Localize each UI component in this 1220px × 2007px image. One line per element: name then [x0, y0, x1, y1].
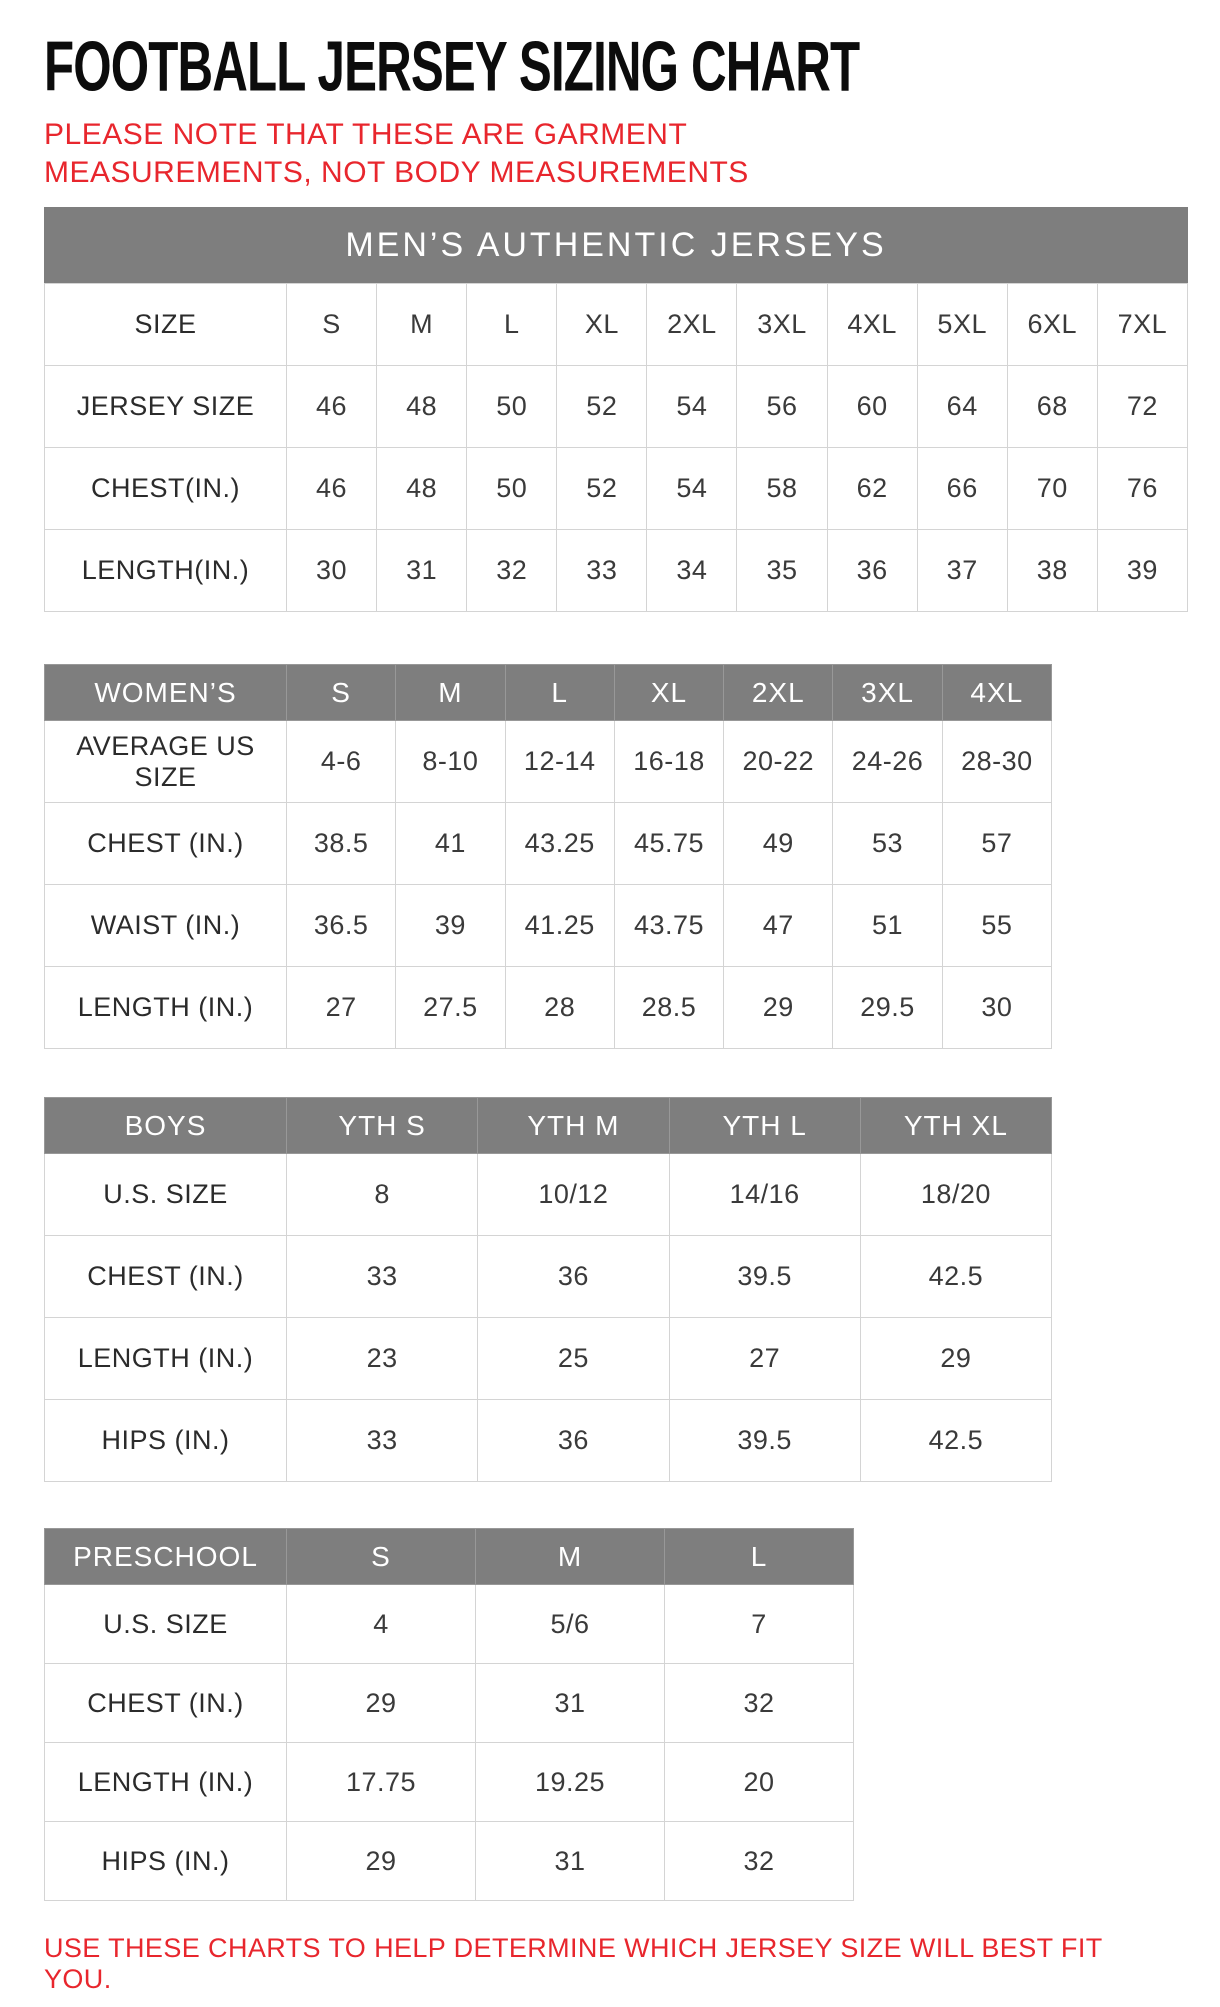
cell-value: 27.5: [396, 967, 505, 1049]
cell-value: 28.5: [614, 967, 723, 1049]
cell-value: 32: [665, 1822, 854, 1901]
row-label: SIZE: [45, 284, 287, 366]
cell-value: 58: [737, 448, 827, 530]
cell-value: 24-26: [833, 721, 942, 803]
womens-row: [45, 885, 1052, 967]
cell-value: 52: [557, 366, 647, 448]
cell-value: 52: [557, 448, 647, 530]
row-label: CHEST (IN.): [45, 1236, 287, 1318]
womens-table: [44, 664, 1052, 1049]
cell-value: 14/16: [669, 1154, 860, 1236]
boys-table: [44, 1097, 1052, 1482]
cell-value: 39: [1097, 530, 1187, 612]
cell-value: 25: [478, 1318, 669, 1400]
cell-value: 8: [287, 1154, 478, 1236]
preschool-row: [45, 1822, 854, 1901]
preschool-size-header: L: [665, 1529, 854, 1585]
cell-value: XL: [557, 284, 647, 366]
cell-value: 5/6: [476, 1585, 665, 1664]
row-label: U.S. SIZE: [45, 1154, 287, 1236]
cell-value: 53: [833, 803, 942, 885]
cell-value: 51: [833, 885, 942, 967]
mens-row: [45, 448, 1188, 530]
womens-size-header: 2XL: [724, 665, 833, 721]
cell-value: 41: [396, 803, 505, 885]
mens-row: [45, 284, 1188, 366]
cell-value: 54: [647, 366, 737, 448]
cell-value: 37: [917, 530, 1007, 612]
preschool-size-header: S: [287, 1529, 476, 1585]
garment-measurements-note: PLEASE NOTE THAT THESE ARE GARMENT MEASUREMENTS, NOT BODY MEASUREMENTS: [44, 118, 749, 189]
footer-note: USE THESE CHARTS TO HELP DETERMINE WHICH JERSEY SIZE WILL BEST FIT YOU.: [44, 1933, 1103, 1994]
cell-value: 62: [827, 448, 917, 530]
cell-value: 38.5: [287, 803, 396, 885]
cell-value: 36.5: [287, 885, 396, 967]
mens-row: [45, 366, 1188, 448]
cell-value: 29: [287, 1664, 476, 1743]
cell-value: 39.5: [669, 1236, 860, 1318]
cell-value: 60: [827, 366, 917, 448]
boys-row: [45, 1318, 1052, 1400]
preschool-table: [44, 1528, 854, 1901]
cell-value: 46: [287, 366, 377, 448]
cell-value: 4XL: [827, 284, 917, 366]
cell-value: 33: [287, 1236, 478, 1318]
row-label: LENGTH (IN.): [45, 1743, 287, 1822]
preschool-header-label: PRESCHOOL: [45, 1529, 287, 1585]
cell-value: 30: [287, 530, 377, 612]
cell-value: 2XL: [647, 284, 737, 366]
cell-value: 20: [665, 1743, 854, 1822]
preschool-row: [45, 1743, 854, 1822]
cell-value: 70: [1007, 448, 1097, 530]
cell-value: 43.75: [614, 885, 723, 967]
cell-value: 32: [467, 530, 557, 612]
cell-value: 17.75: [287, 1743, 476, 1822]
womens-size-header: S: [287, 665, 396, 721]
row-label: WAIST (IN.): [45, 885, 287, 967]
womens-header-label: WOMEN’S: [45, 665, 287, 721]
cell-value: 28: [505, 967, 614, 1049]
cell-value: 57: [942, 803, 1051, 885]
cell-value: 34: [647, 530, 737, 612]
cell-value: 7XL: [1097, 284, 1187, 366]
cell-value: 29.5: [833, 967, 942, 1049]
cell-value: 43.25: [505, 803, 614, 885]
row-label: U.S. SIZE: [45, 1585, 287, 1664]
row-label: CHEST (IN.): [45, 803, 287, 885]
row-label: HIPS (IN.): [45, 1400, 287, 1482]
cell-value: 32: [665, 1664, 854, 1743]
cell-value: 36: [478, 1236, 669, 1318]
womens-jerseys-section: [44, 664, 1176, 1049]
cell-value: 36: [478, 1400, 669, 1482]
cell-value: 39: [396, 885, 505, 967]
cell-value: 33: [287, 1400, 478, 1482]
cell-value: 54: [647, 448, 737, 530]
womens-size-header: M: [396, 665, 505, 721]
row-label: LENGTH(IN.): [45, 530, 287, 612]
cell-value: 41.25: [505, 885, 614, 967]
mens-banner: MEN’S AUTHENTIC JERSEYS: [44, 207, 1188, 283]
row-label: CHEST (IN.): [45, 1664, 287, 1743]
womens-size-header: L: [505, 665, 614, 721]
mens-jerseys-section: [44, 207, 1176, 612]
cell-value: 64: [917, 366, 1007, 448]
cell-value: 6XL: [1007, 284, 1097, 366]
boys-size-header: YTH XL: [860, 1098, 1051, 1154]
cell-value: 35: [737, 530, 827, 612]
boys-row: [45, 1154, 1052, 1236]
title-wrap: [44, 26, 1176, 110]
cell-value: 4: [287, 1585, 476, 1664]
cell-value: 5XL: [917, 284, 1007, 366]
cell-value: 27: [669, 1318, 860, 1400]
womens-size-header: XL: [614, 665, 723, 721]
cell-value: 36: [827, 530, 917, 612]
cell-value: 29: [287, 1822, 476, 1901]
cell-value: 29: [724, 967, 833, 1049]
cell-value: 66: [917, 448, 1007, 530]
cell-value: 42.5: [860, 1400, 1051, 1482]
cell-value: 29: [860, 1318, 1051, 1400]
cell-value: 27: [287, 967, 396, 1049]
cell-value: 42.5: [860, 1236, 1051, 1318]
boys-header-label: BOYS: [45, 1098, 287, 1154]
cell-value: 31: [476, 1822, 665, 1901]
cell-value: 33: [557, 530, 647, 612]
cell-value: 56: [737, 366, 827, 448]
cell-value: 19.25: [476, 1743, 665, 1822]
cell-value: 49: [724, 803, 833, 885]
cell-value: 50: [467, 366, 557, 448]
cell-value: M: [377, 284, 467, 366]
cell-value: L: [467, 284, 557, 366]
cell-value: 28-30: [942, 721, 1051, 803]
cell-value: 47: [724, 885, 833, 967]
cell-value: 48: [377, 366, 467, 448]
cell-value: 7: [665, 1585, 854, 1664]
preschool-row: [45, 1585, 854, 1664]
boys-size-header: YTH L: [669, 1098, 860, 1154]
cell-value: 8-10: [396, 721, 505, 803]
row-label: JERSEY SIZE: [45, 366, 287, 448]
cell-value: 72: [1097, 366, 1187, 448]
boys-size-header: YTH S: [287, 1098, 478, 1154]
row-label: HIPS (IN.): [45, 1822, 287, 1901]
womens-row: [45, 803, 1052, 885]
preschool-size-header: M: [476, 1529, 665, 1585]
boys-jerseys-section: [44, 1097, 1176, 1482]
row-label: LENGTH (IN.): [45, 967, 287, 1049]
cell-value: 30: [942, 967, 1051, 1049]
mens-row: [45, 530, 1188, 612]
row-label: AVERAGE US SIZE: [45, 721, 287, 803]
womens-size-header: 3XL: [833, 665, 942, 721]
preschool-jerseys-section: [44, 1528, 1176, 1901]
mens-table: [44, 283, 1188, 612]
cell-value: 38: [1007, 530, 1097, 612]
preschool-header-row: [45, 1529, 854, 1585]
cell-value: 31: [476, 1664, 665, 1743]
cell-value: 3XL: [737, 284, 827, 366]
page-title: FOOTBALL JERSEY SIZING CHART: [44, 27, 860, 107]
womens-row: [45, 967, 1052, 1049]
boys-row: [45, 1400, 1052, 1482]
row-label: LENGTH (IN.): [45, 1318, 287, 1400]
cell-value: 76: [1097, 448, 1187, 530]
cell-value: 18/20: [860, 1154, 1051, 1236]
cell-value: 12-14: [505, 721, 614, 803]
row-label: CHEST(IN.): [45, 448, 287, 530]
womens-header-row: [45, 665, 1052, 721]
cell-value: 20-22: [724, 721, 833, 803]
cell-value: 45.75: [614, 803, 723, 885]
boys-header-row: [45, 1098, 1052, 1154]
cell-value: 48: [377, 448, 467, 530]
cell-value: S: [287, 284, 377, 366]
cell-value: 23: [287, 1318, 478, 1400]
cell-value: 68: [1007, 366, 1097, 448]
womens-size-header: 4XL: [942, 665, 1051, 721]
cell-value: 46: [287, 448, 377, 530]
boys-size-header: YTH M: [478, 1098, 669, 1154]
preschool-row: [45, 1664, 854, 1743]
cell-value: 39.5: [669, 1400, 860, 1482]
cell-value: 50: [467, 448, 557, 530]
womens-row: [45, 721, 1052, 803]
cell-value: 31: [377, 530, 467, 612]
cell-value: 55: [942, 885, 1051, 967]
boys-row: [45, 1236, 1052, 1318]
cell-value: 10/12: [478, 1154, 669, 1236]
cell-value: 16-18: [614, 721, 723, 803]
cell-value: 4-6: [287, 721, 396, 803]
